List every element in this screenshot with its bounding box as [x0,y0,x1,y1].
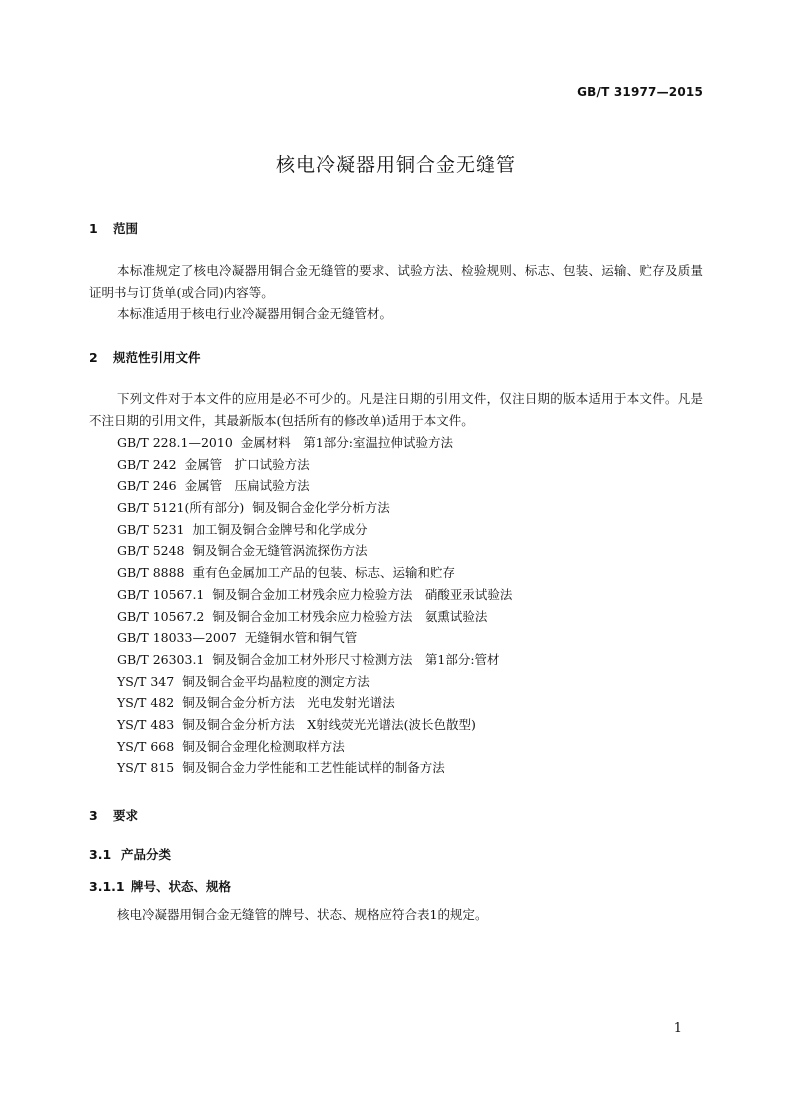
reference-title: 金属管 压扁试验方法 [184,478,310,494]
reference-item [117,736,707,758]
reference-code: GB/T 26303.1 [117,651,205,667]
reference-item [117,454,707,476]
references-intro: 下列文件对于本文件的应用是必不可少的。凡是注日期的引用文件，仅注日期的版本适用于本文件。凡是不注日期的引用文件，其最新版本(包括所有的修改单)适用于本文件。 [89,391,703,428]
reference-code: GB/T 8888 [117,565,185,581]
reference-code: YS/T 483 [117,716,175,732]
reference-item [117,606,707,628]
reference-title: 铜及铜合金化学分析方法 [252,500,390,516]
subsection-number: 3.1 [89,847,112,862]
section-number: 3 [89,808,98,823]
reference-item [117,497,707,519]
reference-item [117,714,707,736]
reference-item [117,757,707,779]
reference-title: 无缝铜水管和铜气管 [244,630,358,646]
reference-title: 铜及铜合金分析方法 X射线荧光光谱法(波长色散型) [182,716,476,732]
reference-code: GB/T 10567.2 [117,608,205,624]
reference-code: GB/T 5121(所有部分) [117,500,245,516]
reference-code: GB/T 246 [117,478,177,494]
reference-title: 铜及铜合金加工材外形尺寸检测方法 第1部分:管材 [212,651,500,667]
reference-title: 重有色金属加工产品的包装、标志、运输和贮存 [192,565,456,581]
reference-title: 加工铜及铜合金牌号和化学成分 [192,521,368,537]
document-title: 核电冷凝器用铜合金无缝管 [275,154,516,176]
reference-title: 金属材料 第1部分:室温拉伸试验方法 [240,435,453,450]
reference-title: 金属管 扩口试验方法 [184,456,310,472]
section-title: 规范性引用文件 [113,350,201,365]
reference-code: GB/T 228.1—2010 [117,435,233,450]
reference-item [117,540,707,562]
reference-code: YS/T 482 [117,695,175,711]
subsection-title: 牌号、状态、规格 [131,879,232,894]
scope-paragraph-1: 本标准规定了核电冷凝器用铜合金无缝管的要求、试验方法、检验规则、标志、包装、运输、贮存及质量证明书与订货单(或合同)内容等。 [89,263,703,300]
reference-code: GB/T 5231 [117,521,185,537]
section-number: 2 [89,350,98,365]
reference-code: GB/T 10567.1 [117,586,205,602]
subsection-number: 3.1.1 [89,879,125,894]
reference-title: 铜及铜合金理化检测取样方法 [182,738,345,754]
reference-title: 铜及铜合金力学性能和工艺性能试样的制备方法 [182,760,445,776]
reference-item [117,584,707,606]
reference-title: 铜及铜合金加工材残余应力检验方法 硝酸亚汞试验法 [212,586,513,602]
scope-paragraph-2: 本标准适用于核电行业冷凝器用铜合金无缝管材。 [117,306,393,321]
section-heading-normative-references [89,348,201,366]
reference-code: GB/T 5248 [117,543,185,559]
reference-item [117,562,707,584]
reference-item [117,475,707,497]
subsection-heading-product-classification [89,845,171,863]
reference-title: 铜及铜合金无缝管涡流探伤方法 [192,543,368,559]
reference-item [117,692,707,714]
reference-code: YS/T 815 [117,760,175,776]
section-title: 范围 [113,221,139,236]
reference-title: 铜及铜合金加工材残余应力检验方法 氨熏试验法 [212,608,488,624]
grade-temper-size-paragraph: 核电冷凝器用铜合金无缝管的牌号、状态、规格应符合表1的规定。 [117,907,488,922]
page-number: 1 [673,1021,682,1036]
reference-code: GB/T 18033—2007 [117,630,237,646]
reference-list [117,432,707,779]
section-number: 1 [89,221,98,236]
section-title: 要求 [113,808,139,823]
section-heading-requirements [89,806,138,824]
reference-item [117,519,707,541]
reference-code: YS/T 347 [117,673,175,689]
reference-item [117,649,707,671]
reference-item [117,627,707,649]
standard-code: GB/T 31977—2015 [577,85,703,99]
subsection-heading-grade-temper-size [89,877,231,895]
reference-code: GB/T 242 [117,456,177,472]
section-heading-scope [89,219,138,237]
reference-item [117,671,707,693]
reference-title: 铜及铜合金分析方法 光电发射光谱法 [182,695,395,711]
reference-code: YS/T 668 [117,738,175,754]
subsection-title: 产品分类 [121,847,172,862]
reference-title: 铜及铜合金平均晶粒度的测定方法 [182,673,370,689]
reference-item [117,432,707,454]
